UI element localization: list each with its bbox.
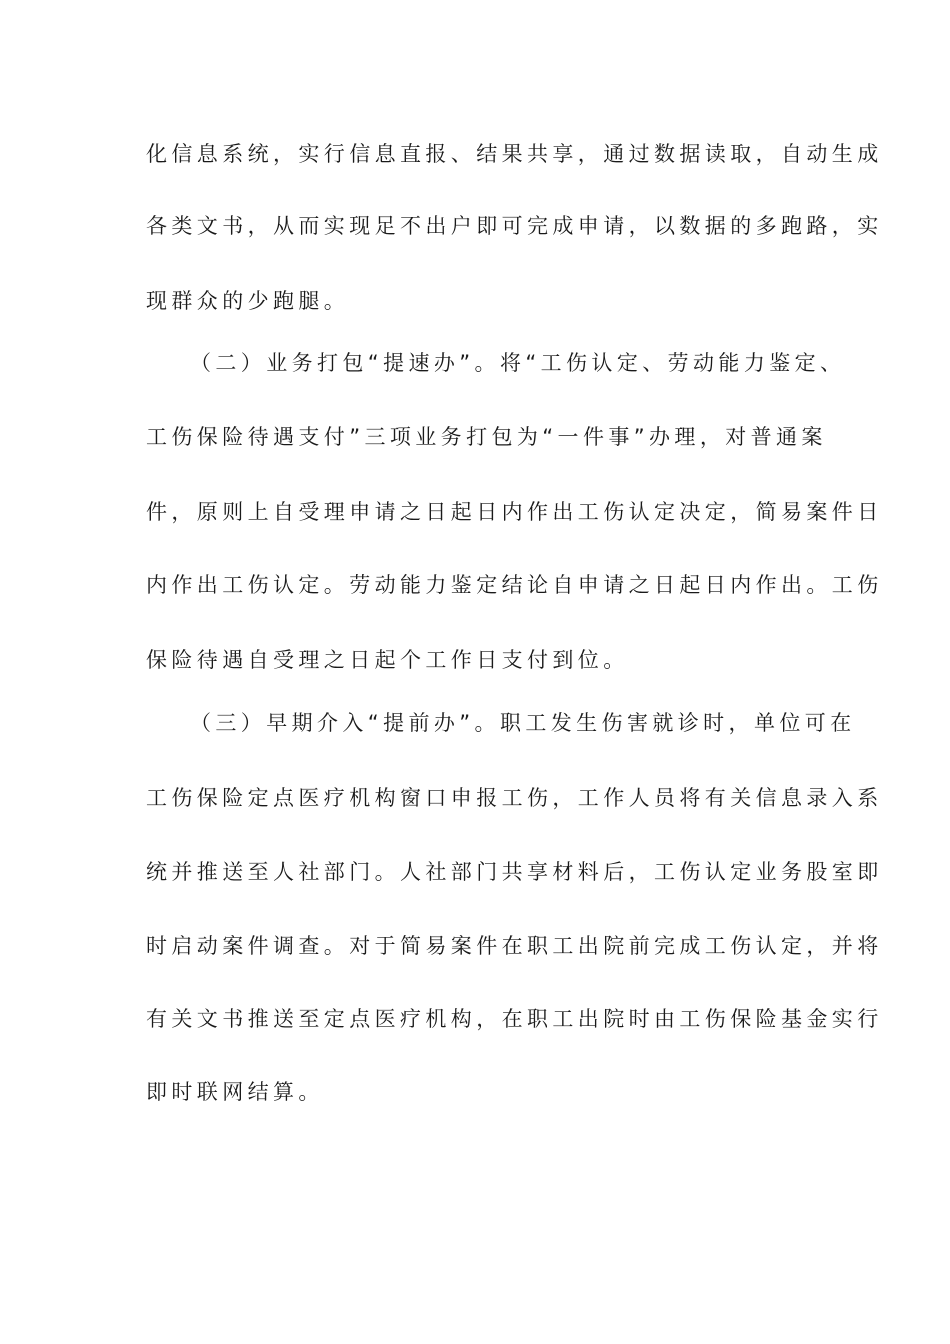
paragraph-line: 工伤保险待遇支付”三项业务打包为“一件事”办理，对普通案	[146, 425, 827, 449]
section-heading-line: （三）早期介入“提前办”。职工发生伤害就诊时，单位可在	[190, 711, 856, 735]
paragraph-line: 内作出工伤认定。劳动能力鉴定结论自申请之日起日内作出。工伤	[146, 573, 883, 597]
paragraph-line: 保险待遇自受理之日起个工作日支付到位。	[146, 648, 629, 672]
paragraph-line: 时启动案件调查。对于简易案件在职工出院前完成工伤认定，并将	[146, 934, 883, 958]
paragraph-line: 工伤保险定点医疗机构窗口申报工伤，工作人员将有关信息录入系	[146, 786, 883, 810]
paragraph-line: 即时联网结算。	[146, 1080, 324, 1104]
paragraph-line: 化信息系统，实行信息直报、结果共享，通过数据读取，自动生成	[146, 142, 883, 166]
paragraph-line: 统并推送至人社部门。人社部门共享材料后，工伤认定业务股室即	[146, 860, 883, 884]
paragraph-line: 现群众的少跑腿。	[146, 289, 350, 313]
paragraph-line: 件，原则上自受理申请之日起日内作出工伤认定决定，简易案件日	[146, 500, 883, 524]
section-heading-line: （二）业务打包“提速办”。将“工伤认定、劳动能力鉴定、	[190, 351, 846, 375]
paragraph-line: 有关文书推送至定点医疗机构，在职工出院时由工伤保险基金实行	[146, 1007, 883, 1031]
paragraph-line: 各类文书，从而实现足不出户即可完成申请，以数据的多跑路，实	[146, 214, 883, 238]
